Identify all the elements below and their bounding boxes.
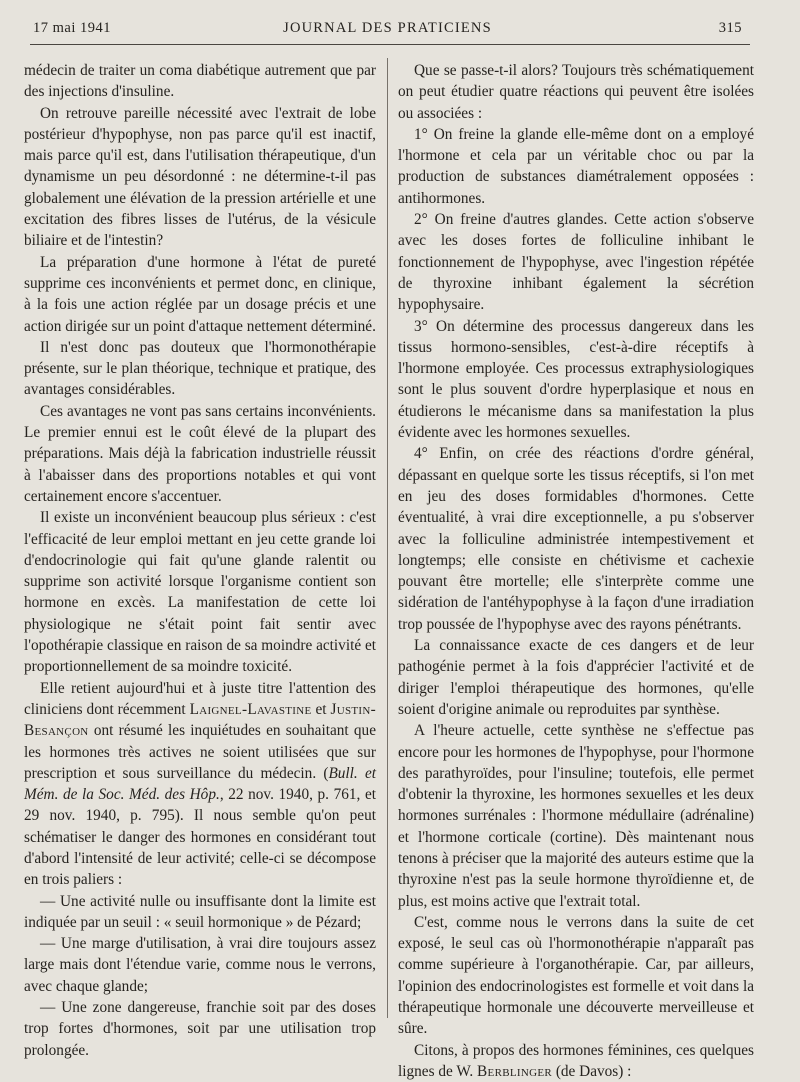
citation-journal: Bull. et Mém. de la Soc. Méd. des Hôp. bbox=[24, 764, 376, 804]
list-item: 2° On freine d'autres glandes. Cette action s'observe avec les doses fortes de folliculine inhibant le fonctionnement de l'hypophyse, avec l'ingestion répétée de thyroxine inhibant également la sécrétion hypophysaire. bbox=[398, 211, 754, 314]
paragraph: On retrouve pareille nécessité avec l'extrait de lobe postérieur d'hypophyse, non pas parce qu'il est inactif, mais parce qu'il est, dans l'utilisation thérapeutique, d'un dynamisme un peu désordonné : ne détermine-t-il pas globalement une élévation de la pression artérielle et une excitation des fibres lisses de l'utérus, de la vésicule biliaire et de l'intestin? bbox=[24, 104, 376, 250]
paragraph: A l'heure actuelle, cette synthèse ne s'effectue pas encore pour les hormones de l'hypophyse, pour l'hormone des parathyroïdes, pour l'insuline; toutefois, elle permet d'obtenir la thyroxine, les hormones sexuelles et les deux hormones surrénales : l'hormone médullaire (adrénaline) et l'hormone corticale (cortine). Dès maintenant nous tenons à préciser que la majorité des auteurs estime que la thyroxine n'est pas la seule hormone thyroïdienne et, de plus, est moins active que l'extrait total. bbox=[398, 722, 754, 910]
list-item: 4° Enfin, on crée des réactions d'ordre général, dépassant en quelque sorte les tissus réceptifs, si l'on met en jeu des doses formidables d'hormones. Cette éventualité, à vrai dire exceptionnelle, a pu s'observer avec la folliculine administrée intempestivement et longtemps; elle consiste en chétivisme et cachexie pouvant être mortelle; elle s'interprète comme une sidération de l'antéhypophyse à la façon d'une irradiation trop poussée de l'hypophyse avec des rayons pénétrants. bbox=[398, 445, 754, 633]
paragraph: Il existe un inconvénient beaucoup plus sérieux : c'est l'efficacité de leur emploi mettant en jeu cette grande loi d'endocrinologie qui fait qu'une glande ralentit ou supprime son activité lorsque l'organisme contient son hormone en excès. La manifestation de cette loi physiologique ne s'était point fait sentir avec l'opothérapie classique en raison de sa moindre activité et proportionnellement de sa moindre toxicité. bbox=[24, 509, 376, 676]
author-name: Laignel-Lavastine bbox=[189, 700, 312, 718]
column-divider bbox=[387, 58, 388, 1018]
paragraph: médecin de traiter un coma diabétique autrement que par des injections d'insuline. bbox=[24, 62, 376, 101]
list-item: — Une marge d'utilisation, à vrai dire toujours assez large mais dont l'étendue varie, comme nous le verrons, avec chaque glande; bbox=[24, 935, 376, 995]
author-name: Berblinger bbox=[477, 1062, 552, 1080]
header-page-number: 315 bbox=[718, 20, 742, 36]
list-item: — Une zone dangereuse, franchie soit par des doses trop fortes d'hormones, soit par une utilisation trop prolongée. bbox=[24, 999, 376, 1059]
right-column bbox=[398, 60, 754, 1082]
paragraph: La préparation d'une hormone à l'état de pureté supprime ces inconvénients et permet donc, en clinique, à la fois une action réglée par un dosage précis et une action dirigée sur un point d'attaque nettement déterminé. bbox=[24, 253, 376, 335]
paragraph: Il n'est donc pas douteux que l'hormonothérapie présente, sur le plan théorique, technique et pratique, des avantages considérables. bbox=[24, 338, 376, 399]
paragraph: C'est, comme nous le verrons dans la suite de cet exposé, le seul cas où l'hormonothérapie n'apparaît pas comme supérieure à l'organothérapie. Car, par ailleurs, l'opinion des endocrinologistes est formelle et voit dans la thérapeutique hormonale une découverte merveilleuse et sûre. bbox=[398, 913, 754, 1038]
list-item: — Une activité nulle ou insuffisante dont la limite est indiquée par un seuil : « seuil hormonique » de Pézard; bbox=[24, 892, 376, 931]
paragraph-citation: Elle retient aujourd'hui et à juste titre l'attention des cliniciens dont récemment Laignel-Lavastine et Justin-Besançon ont résumé les inquiétudes en souhaitant que les hormones très actives ne soient utilisées que sur prescription et sous surveillance du médecin. (Bull. et Mém. de la Soc. Méd. des Hôp., 22 nov. 1940, p. 761, et 29 nov. 1940, p. 795). Il nous semble qu'on peut schématiser le danger des hormones en considérant tout d'abord l'intensité de leur activité; celle-ci se décompose en trois paliers : bbox=[24, 679, 377, 889]
paragraph: Que se passe-t-il alors? Toujours très schématiquement on peut étudier quatre réactions qui peuvent être isolées ou associées : bbox=[398, 62, 754, 122]
paragraph: Ces avantages ne vont pas sans certains inconvénients. Le premier ennui est le coût élevé de la plupart des préparations. Mais déjà la fabrication industrielle réussit à l'abaisser dans des proportions notables et qui vont certainement encore s'accentuer. bbox=[24, 402, 376, 505]
list-item: 3° On détermine des processus dangereux dans les tissus hormono-sensibles, c'est-à-dire réceptifs à l'hormone employée. Ces processus extraphysiologiques sont le plus souvent d'ordre hyperplasique et nous en étudierons le mécanisme dans sa manifestation la plus évidente avec les hormones sexuelles. bbox=[398, 317, 754, 442]
header-journal-title: JOURNAL DES PRATICIENS bbox=[283, 20, 492, 36]
left-column bbox=[24, 60, 376, 1061]
header-date: 17 mai 1941 bbox=[33, 20, 111, 36]
author-name: Justin-Besançon bbox=[24, 700, 377, 740]
header-rule bbox=[30, 44, 750, 45]
paragraph: Citons, à propos des hormones féminines, ces quelques lignes de W. Berblinger (de Davos) : bbox=[398, 1041, 754, 1080]
running-head bbox=[33, 14, 742, 44]
list-item: 1° On freine la glande elle-même dont on a employé l'hormone et cela par un véritable choc ou par la production de substances diamétralement opposées : antihormones. bbox=[398, 125, 754, 207]
paragraph: La connaissance exacte de ces dangers et de leur pathogénie permet à la fois d'apprécier l'activité et de diriger l'emploi thérapeutique des hormones, qu'elle soient d'origine animale ou reproduites par synthèse. bbox=[398, 637, 754, 718]
